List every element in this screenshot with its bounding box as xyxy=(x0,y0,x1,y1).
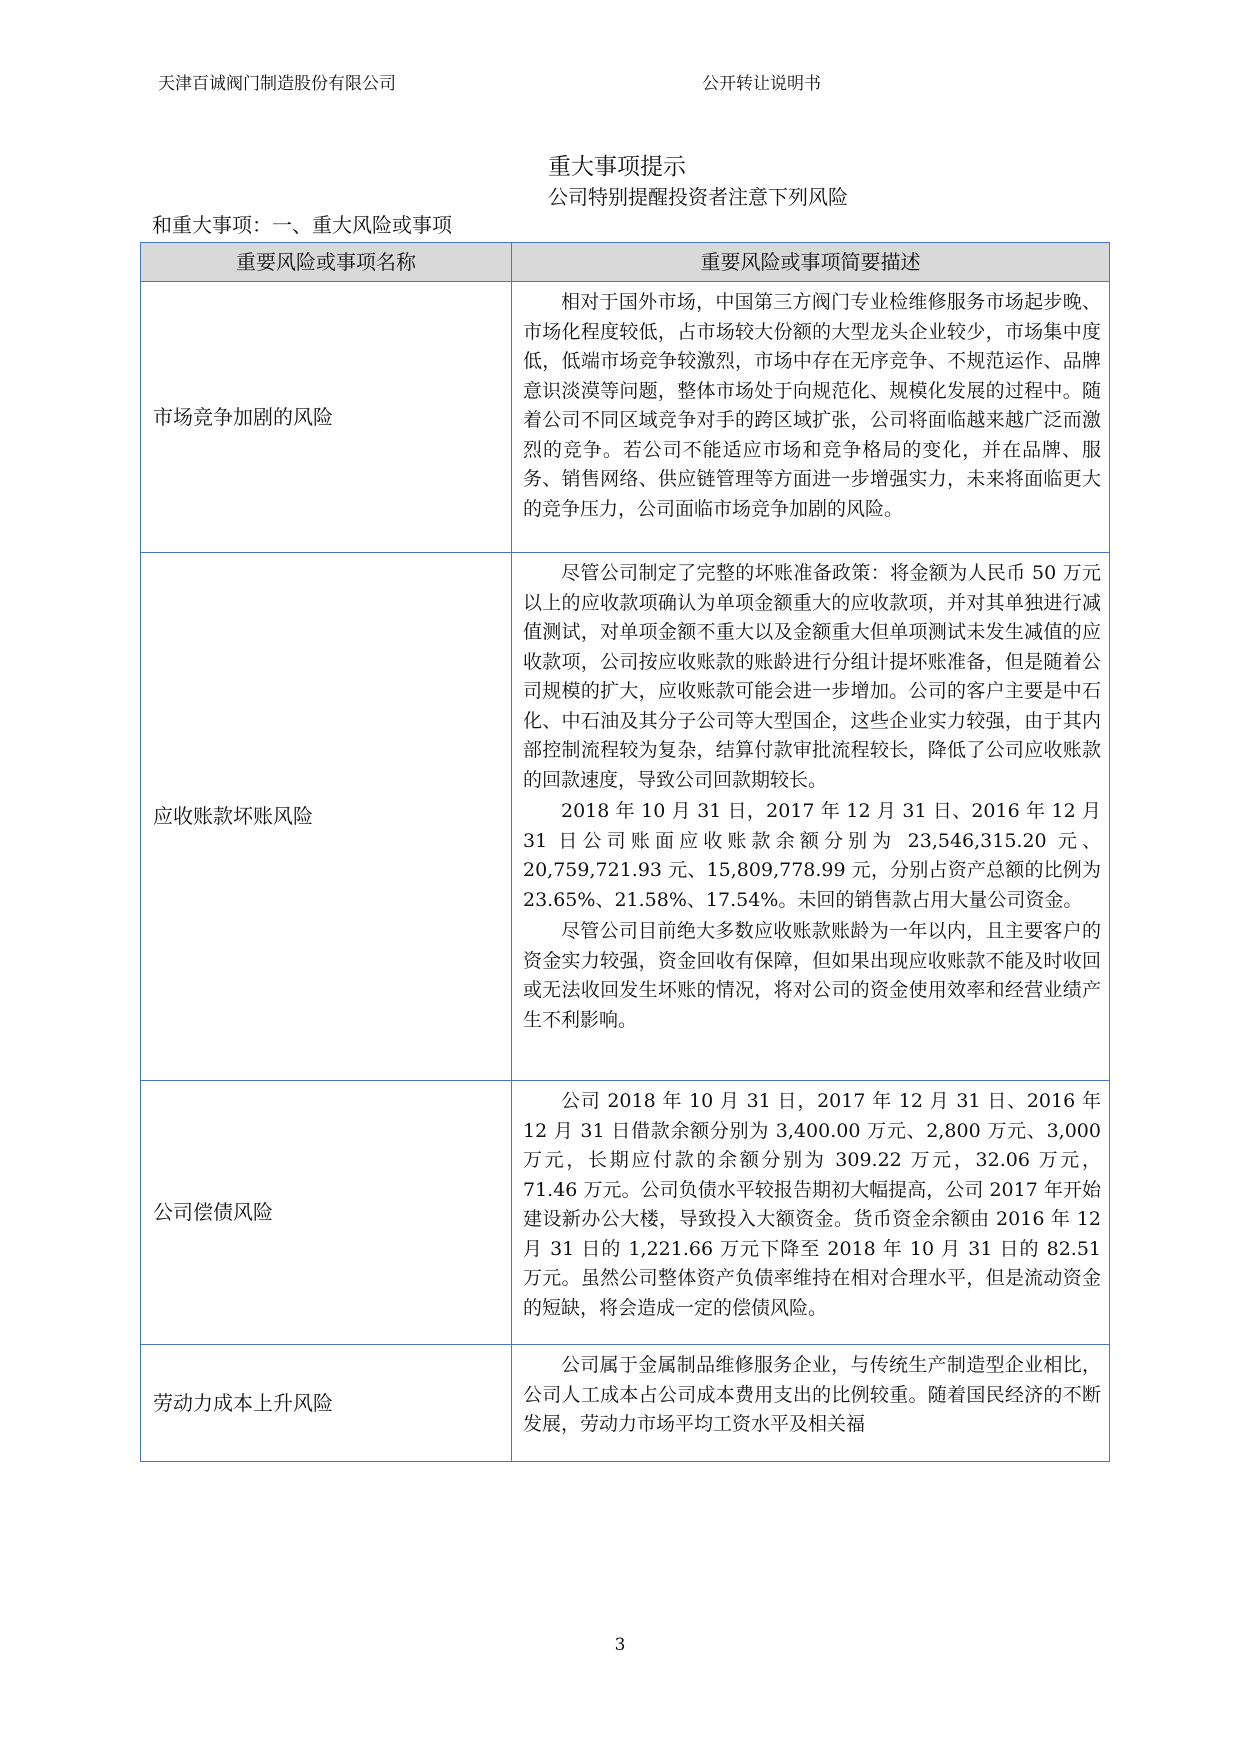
header-doc-type: 公开转让说明书 xyxy=(702,74,821,94)
risk-description xyxy=(512,553,1110,1081)
table-row xyxy=(141,282,1110,553)
table-row xyxy=(141,553,1110,1081)
risk-description xyxy=(512,1345,1110,1462)
page-title: 重大事项提示 xyxy=(548,154,686,180)
description-paragraph: 尽管公司目前绝大多数应收账款账龄为一年以内，且主要客户的资金实力较强，资金回收有保障，但如果出现应收账款不能及时收回或无法收回发生坏账的情况，将对公司的资金使用效率和经营业绩产生不利影响。 xyxy=(523,920,1101,1031)
risk-table xyxy=(140,242,1110,1462)
risk-name: 公司偿债风险 xyxy=(141,1081,512,1345)
table-row xyxy=(141,1345,1110,1462)
description-paragraph: 公司 2018 年 10 月 31 日，2017 年 12 月 31 日、2016 年 12 月 31 日借款余额分别为 3,400.00 万元、2,800 万元、3,000 万元，长期应付款的余额分别为 309.22 万元，32.06 万元， 71.46 万元。公司负债水平较报告期初大幅提高，公司 2017 年开始建设新办公大楼，导致投入大额资金。货币资金余额由 2016 年 12 月 31 日的 1,221.66 万元下降至 2018 年 10 月 31 日的 82.51 万元。虽然公司整体资产负债率维持在相对合理水平，但是流动资金的短缺，将会造成一定的偿债风险。 xyxy=(523,1090,1101,1319)
section-heading: 和重大事项：一、重大风险或事项 xyxy=(152,213,452,237)
risk-description xyxy=(512,1081,1110,1345)
description-paragraph: 2018 年 10 月 31 日，2017 年 12 月 31 日、2016 年 12 月 31 日公司账面应收账款余额分别为 23,546,315.20 元、20,759,721.93 元、15,809,778.99 元，分别占资产总额的比例为 23.65%、21.58%、17.54%。未回的销售款占用大量公司资金。 xyxy=(523,800,1101,911)
header-company: 天津百诚阀门制造股份有限公司 xyxy=(158,74,396,94)
page-number: 3 xyxy=(614,1635,626,1655)
table-header-row xyxy=(141,243,1110,282)
description-paragraph: 尽管公司制定了完整的坏账准备政策：将金额为人民币 50 万元以上的应收款项确认为单项金额重大的应收款项，并对其单独进行减值测试，对单项金额不重大以及金额重大但单项测试未发生减值的应收款项，公司按应收账款的账龄进行分组计提坏账准备，但是随着公司规模的扩大，应收账款可能会进一步增加。公司的客户主要是中石化、中石油及其分子公司等大型国企，这些企业实力较强，由于其内部控制流程较为复杂，结算付款审批流程较长，降低了公司应收账款的回款速度，导致公司回款期较长。 xyxy=(523,562,1101,791)
column-header-description: 重要风险或事项简要描述 xyxy=(512,243,1110,282)
description-paragraph: 相对于国外市场，中国第三方阀门专业检维修服务市场起步晚、市场化程度较低，占市场较大份额的大型龙头企业较少，市场集中度低，低端市场竞争较激烈，市场中存在无序竞争、不规范运作、品牌意识淡漠等问题，整体市场处于向规范化、规模化发展的过程中。随着公司不同区域竞争对手的跨区域扩张，公司将面临越来越广泛而激烈的竞争。若公司不能适应市场和竞争格局的变化，并在品牌、服务、销售网络、供应链管理等方面进一步增强实力，未来将面临更大的竞争压力，公司面临市场竞争加剧的风险。 xyxy=(523,291,1101,520)
column-header-name: 重要风险或事项名称 xyxy=(141,243,512,282)
description-paragraph: 公司属于金属制品维修服务企业，与传统生产制造型企业相比，公司人工成本占公司成本费用支出的比例较重。随着国民经济的不断发展，劳动力市场平均工资水平及相关福 xyxy=(523,1354,1101,1435)
risk-description xyxy=(512,282,1110,553)
risk-name: 市场竞争加剧的风险 xyxy=(141,282,512,553)
table-row xyxy=(141,1081,1110,1345)
risk-name: 劳动力成本上升风险 xyxy=(141,1345,512,1462)
risk-name: 应收账款坏账风险 xyxy=(141,553,512,1081)
page-subtitle: 公司特别提醒投资者注意下列风险 xyxy=(548,185,848,209)
